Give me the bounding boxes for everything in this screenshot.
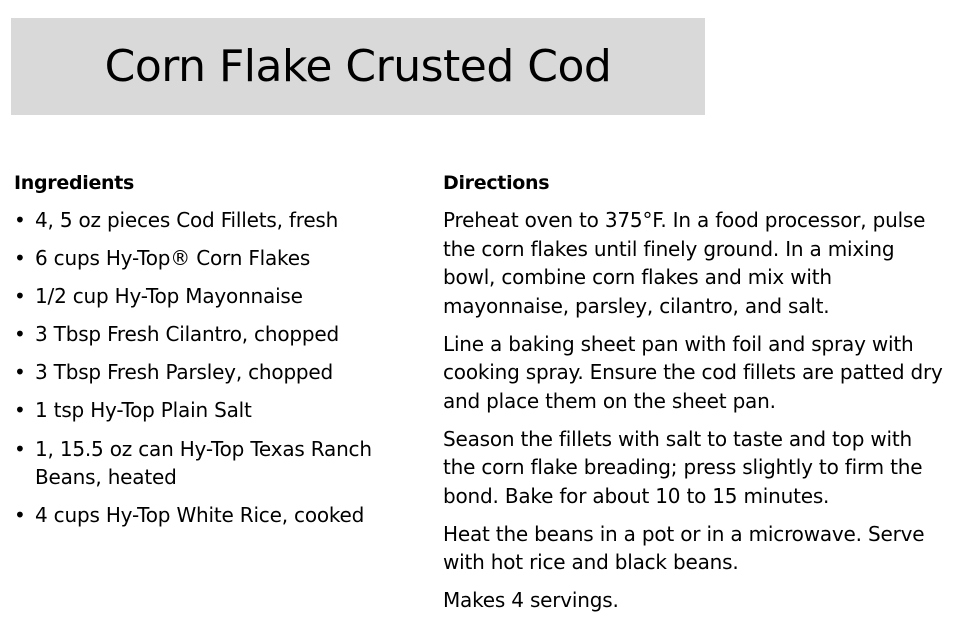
bullet-icon: •: [14, 360, 26, 385]
ingredients-heading: Ingredients: [14, 172, 135, 194]
direction-step: Line a baking sheet pan with foil and spray with cooking spray. Ensure the cod fillets are patted dry and place them on the sheet pan.: [443, 331, 943, 413]
ingredient-text: 6 cups Hy-Top® Corn Flakes: [35, 246, 311, 271]
ingredient-item: [14, 358, 414, 387]
direction-step: Heat the beans in a pot or in a microwave. Serve with hot rice and black beans.: [443, 521, 925, 575]
ingredient-text: 1 tsp Hy-Top Plain Salt: [35, 398, 252, 423]
bullet-icon: •: [14, 436, 26, 461]
ingredient-text: 1/2 cup Hy-Top Mayonnaise: [35, 284, 303, 309]
ingredient-text: 3 Tbsp Fresh Parsley, chopped: [35, 360, 334, 385]
ingredient-item: [14, 244, 414, 273]
bullet-icon: •: [14, 398, 26, 423]
servings-note: Makes 4 servings.: [443, 588, 619, 613]
ingredient-text: 4, 5 oz pieces Cod Fillets, fresh: [35, 208, 339, 232]
bullet-icon: •: [14, 208, 26, 232]
ingredient-item: [14, 501, 414, 530]
bullet-icon: •: [14, 246, 26, 271]
ingredient-item: [14, 396, 414, 425]
ingredients-section: [14, 170, 414, 539]
ingredient-text: 3 Tbsp Fresh Cilantro, chopped: [35, 322, 339, 347]
ingredient-item: [14, 282, 414, 311]
bullet-icon: •: [14, 503, 26, 528]
directions-heading: Directions: [443, 172, 550, 194]
title-banner: [11, 18, 705, 115]
bullet-icon: •: [14, 284, 26, 309]
ingredient-text: 1, 15.5 oz can Hy-Top Texas Ranch Beans, heated: [35, 436, 372, 490]
direction-step: Season the fillets with salt to taste and top with the corn flake breading; press slightly to firm the bond. Bake for about 10 to 15 minutes.: [443, 426, 923, 508]
bullet-icon: •: [14, 322, 26, 347]
ingredients-list: [14, 206, 414, 530]
ingredient-item: [14, 206, 414, 235]
ingredient-item: [14, 320, 414, 349]
direction-step: Preheat oven to 375°F. In a food processor, pulse the corn flakes until finely ground. In a mixing bowl, combine corn flakes and mix with mayonnaise, parsley, cilantro, and salt.: [443, 208, 926, 318]
directions-section: [443, 170, 948, 624]
ingredient-item: [14, 435, 414, 492]
ingredient-text: 4 cups Hy-Top White Rice, cooked: [35, 503, 365, 528]
recipe-title: Corn Flake Crusted Cod: [104, 41, 612, 92]
